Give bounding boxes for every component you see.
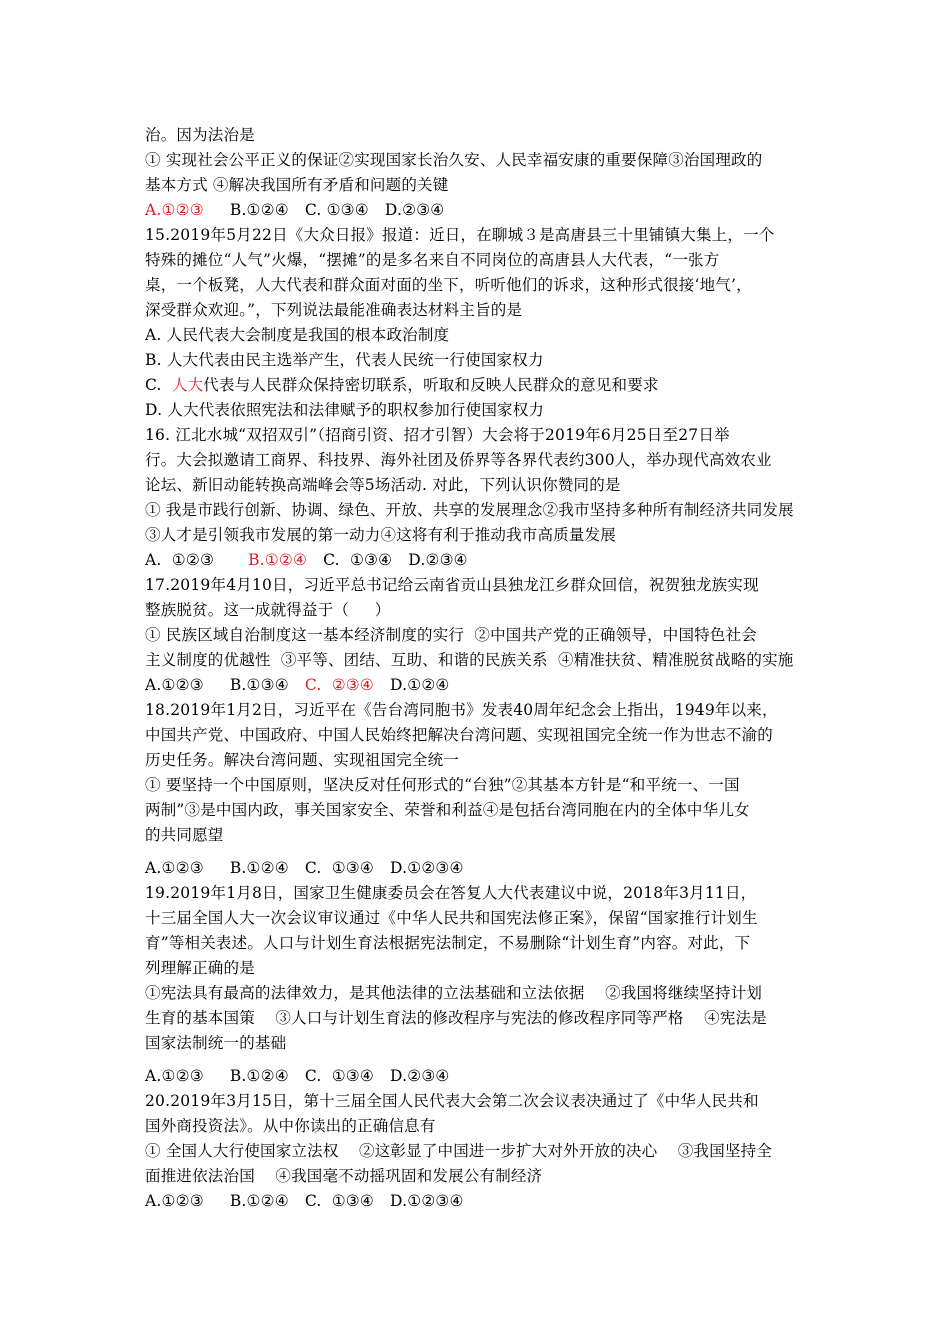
q19-line-2: 十三届全国人大一次会议审议通过《中华人民共和国宪法修正案》，保留“国家推行计划生: [145, 909, 758, 927]
q15-option-c: [145, 374, 815, 399]
q20-line-3: ① 全国人大行使国家立法权 ②这彰显了中国进一步扩大对外开放的决心 ③我国坚持全: [145, 1142, 773, 1160]
q18-line-4: ① 要坚持一个中国原则，坚决反对任何形式的“台独”②其基本方针是“和平统一、一国: [145, 776, 740, 794]
q20-line-4: 面推进依法治国 ④我国毫不动摇巩固和发展公有制经济: [145, 1167, 543, 1185]
q20-line-1: 20.2019年3月15日，第十三届全国人民代表大会第二次会议表决通过了《中华人民共和: [145, 1092, 759, 1110]
q18-line-1: 18.2019年1月2日，习近平在《告台湾同胞书》发表40周年纪念会上指出，1949年以来，: [145, 701, 778, 719]
q14-intro: 治。因为法治是: [145, 126, 255, 144]
q20-answer-d: D.①②③④: [390, 1192, 464, 1210]
q20-answer-b: B.①②④: [229, 1192, 289, 1210]
q19-answer-b: B.①②④: [229, 1067, 289, 1085]
q16-answer-a: A. ①②③: [145, 551, 215, 569]
q18-answer-b: B.①②④: [229, 859, 289, 877]
q14-answer-c: C. ①③④: [304, 201, 369, 219]
q16-answer-b: B.①②④: [248, 551, 308, 569]
q16-line-2: 行。大会拟邀请工商界、科技界、海外社团及侨界等各界代表约300人，举办现代高效农业: [145, 451, 772, 469]
q18-line-2: 中国共产党、中国政府、中国人民始终把解决台湾问题、实现祖国完全统一作为世志不渝的: [145, 726, 774, 744]
q18-answer-a: A.①②③: [145, 859, 204, 877]
q16-line-3: 论坛、新旧动能转换高端峰会等5场活动. 对此，下列认识你赞同的是: [145, 476, 621, 494]
q16-answer-d: D.②③④: [408, 551, 468, 569]
q17-answer-a: A.①②③: [145, 676, 204, 694]
q19-line-4: 列理解正确的是: [145, 959, 255, 977]
q16-line-1: 16. 江北水城“双招双引”（招商引资、招才引智）大会将于2019年6月25日至27日举: [145, 426, 730, 444]
q16-line-5: ③人才是引领我市发展的第一动力④这将有利于推动我市高质量发展: [145, 526, 617, 544]
q18-answer-c: C. ①③④: [304, 859, 375, 877]
q16-answer-c: C. ①③④: [323, 551, 393, 569]
q15-line-2: 特殊的摊位“人气”火爆，“摆摊”的是多名来自不同岗位的高唐县人大代表，“一张方: [145, 251, 720, 269]
q19-answer-c: C. ①③④: [304, 1067, 375, 1085]
q14-answer-a: A.①②③: [145, 201, 204, 219]
q19-line-6: 生育的基本国策 ③人口与计划生育法的修改程序与宪法的修改程序同等严格 ④宪法是: [145, 1009, 767, 1027]
q14-answers: [145, 199, 815, 224]
q19-answer-d: D.②③④: [390, 1067, 450, 1085]
q20-answer-c: C. ①③④: [304, 1192, 375, 1210]
q15-option-b: B. 人大代表由民主选举产生，代表人民统一行使国家权力: [145, 351, 544, 369]
q15-option-d: D. 人大代表依照宪法和法律赋予的职权参加行使国家权力: [145, 401, 545, 419]
q17-answers: [145, 674, 815, 699]
q15-line-4: 深受群众欢迎。”，下列说法最能准确表达材料主旨的是: [145, 301, 523, 319]
q15-line-1: 15.2019年5月22日《大众日报》报道：近日，在聊城３是高唐县三十里铺镇大集上，一个: [145, 226, 775, 244]
q17-line-4: 主义制度的优越性 ③平等、团结、互助、和谐的民族关系 ④精准扶贫、精准脱贫战略的实施: [145, 651, 794, 669]
q15-option-a: A. 人民代表大会制度是我国的根本政治制度: [145, 326, 450, 344]
q15-option-c-prefix: C.: [145, 376, 172, 394]
q16-answers: [145, 549, 815, 574]
q15-option-c-highlight: 人大: [171, 376, 204, 394]
q14-answer-d: D.②③④: [384, 201, 445, 219]
q18-answers: [145, 857, 815, 882]
q18-answer-d: D.①②③④: [390, 859, 464, 877]
exam-page: [145, 124, 815, 1215]
q14-options-line-2: 基本方式 ④解决我国所有矛盾和问题的关键: [145, 176, 449, 194]
q18-line-5: 两制”③是中国内政，事关国家安全、荣誉和利益④是包括台湾同胞在内的全体中华儿女: [145, 801, 750, 819]
q15-option-c-rest: 代表与人民群众保持密切联系，听取和反映人民群众的意见和要求: [203, 376, 659, 394]
q17-answer-c: C. ②③④: [304, 676, 375, 694]
q17-line-1: 17.2019年4月10日，习近平总书记给云南省贡山县独龙江乡群众回信，祝贺独龙族实现: [145, 576, 759, 594]
q18-line-3: 历史任务。解决台湾问题、实现祖国完全统一: [145, 751, 460, 769]
q19-answers: [145, 1065, 815, 1090]
q17-line-2: 整族脱贫。这一成就得益于（ ）: [145, 601, 391, 619]
q17-answer-d: D.①②④: [390, 676, 450, 694]
q19-line-3: 育”等相关表述。人口与计划生育法根据宪法制定，不易删除“计划生育”内容。对此，下: [145, 934, 751, 952]
q19-line-7: 国家法制统一的基础: [145, 1034, 287, 1052]
q14-answer-b: B.①②④: [229, 201, 289, 219]
q20-answers: [145, 1190, 815, 1215]
q17-answer-b: B.①③④: [229, 676, 289, 694]
q19-line-1: 19.2019年1月8日，国家卫生健康委员会在答复人大代表建议中说，2018年3月11日，: [145, 884, 757, 902]
q20-answer-a: A.①②③: [145, 1192, 204, 1210]
q19-answer-a: A.①②③: [145, 1067, 204, 1085]
q15-line-3: 桌，一个板凳，人大代表和群众面对面的坐下，听听他们的诉求，这种形式很接‘地气’，: [145, 276, 752, 294]
q20-line-2: 国外商投资法》。从中你读出的正确信息有: [145, 1117, 436, 1135]
q17-line-3: ① 民族区域自治制度这一基本经济制度的实行 ②中国共产党的正确领导，中国特色社会: [145, 626, 757, 644]
q14-options-line-1: ① 实现社会公平正义的保证②实现国家长治久安、人民幸福安康的重要保障③治国理政的: [145, 151, 763, 169]
q18-line-6: 的共同愿望: [145, 826, 224, 844]
q19-line-5: ①宪法具有最高的法律效力，是其他法律的立法基础和立法依据 ②我国将继续坚持计划: [145, 984, 763, 1002]
q16-line-4: ① 我是市践行创新、协调、绿色、开放、共享的发展理念②我市坚持多种所有制经济共同发展: [145, 501, 794, 519]
